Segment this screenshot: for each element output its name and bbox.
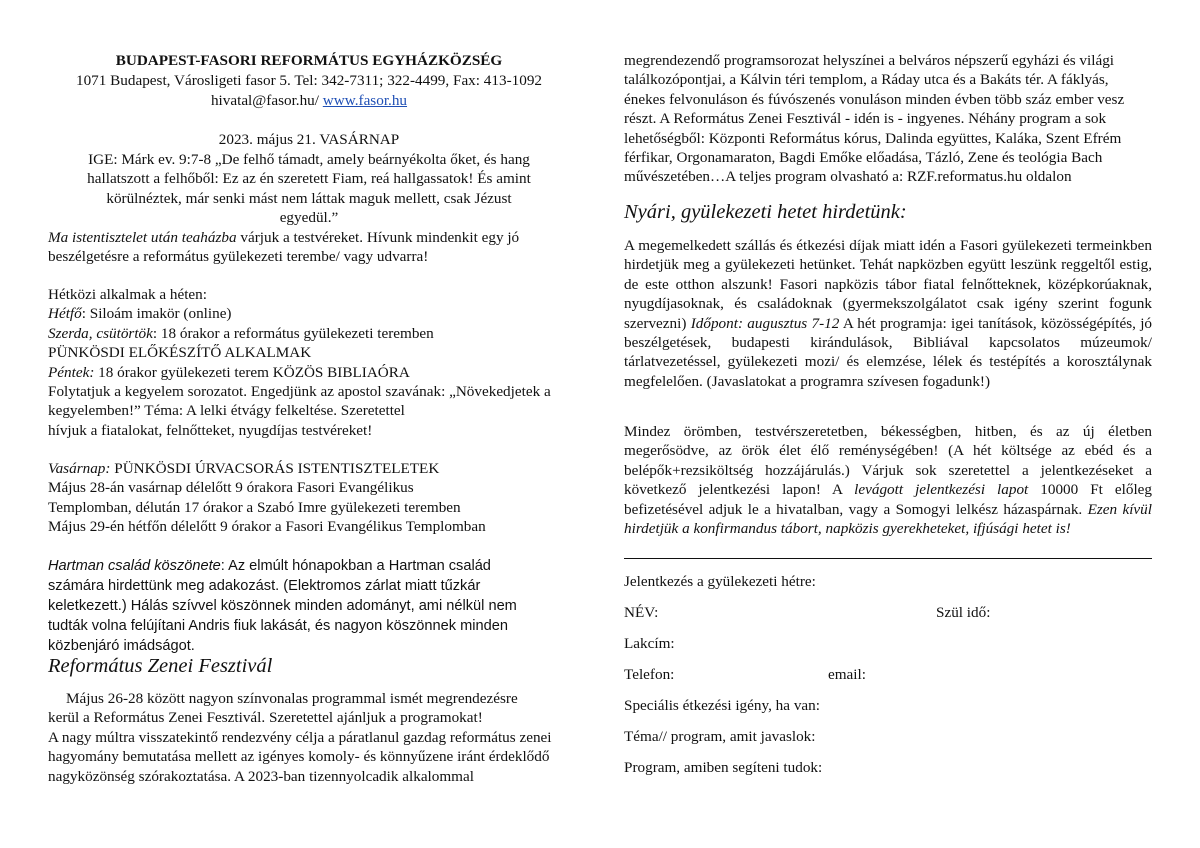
hartman-line-5: közbenjáró imádságot. (48, 638, 195, 654)
form-birth-label: Szül idő: (936, 604, 991, 621)
form-diet-label: Speciális étkezési igény, ha van: (624, 697, 820, 714)
pentecost-prep: PÜNKÖSDI ELŐKÉSZÍTŐ ALKALMAK (48, 344, 312, 362)
hartman-thanks (48, 556, 570, 656)
summer-p2-italic: levágott jelentkezési lapot (854, 481, 1029, 499)
form-title: Jelentkezés a gyülekezeti hétre: (624, 573, 816, 590)
grace-line-1: Folytatjuk a kegyelem sorozatot. Engedjünk az apostol szavának: „Növekedjetek a (48, 383, 551, 401)
tea-italic: Ma istentisztelet után teaházba (48, 229, 237, 246)
sunday-services (48, 459, 570, 537)
summer-p2-italic-2: Ezen kívül hirdetjük a konfirmandus tábort, napközis gyerekheteket, ifjúsági hetet is! (624, 500, 1152, 538)
summer-p2-a: Mindez örömben, testvérszeretetben, békességben, hitben, és az új életben megerősödve, az örök élet élő reménységében! (A hét költsége az ebéd és a belépők+rezsiköltség hozzájárulás.) Várjuk sok szeretettel a jelentkezéseket a következő jelentkezési lapon! A (624, 423, 1152, 499)
summer-date: Időpont: augusztus 7-12 (690, 314, 840, 332)
festival-cont-6: férfikar, Orgonamaraton, Bagdi Emőke előadása, Tázló, Zene és teológia Bach (624, 149, 1103, 167)
tea-announcement (48, 228, 570, 267)
form-topic-label: Téma// program, amit javaslok: (624, 728, 816, 745)
monday-text: : Siloám imakör (online) (81, 305, 232, 323)
wedthu-label: Szerda, csütörtök (48, 324, 153, 342)
form-name-label: NÉV: (624, 604, 659, 621)
festival-line-5: nagyközönség szórakoztatása. A 2023-ban tizennyolcadik alkalommal (48, 767, 474, 785)
festival-cont-4: részt. A Református Zenei Fesztivál - idén is - ingyenes. Néhány program a sok (624, 110, 1107, 128)
wedthu-text: : 18 órakor a református gyülekezeti teremben (152, 324, 434, 342)
hartman-line-3: keletkezett.) Hálás szívvel köszönnek minden adományt, ami nélkül nem (48, 598, 517, 614)
summer-paragraph-2 (624, 422, 1152, 538)
summer-paragraph-1 (624, 236, 1152, 391)
summer-p2-b: 10000 Ft előleg befizetésével adjuk le a hivatalban, vagy a Somogyi lelkész házaspárnak. (624, 481, 1152, 518)
org-email: hivatal@fasor.hu/ (210, 92, 323, 109)
summer-p1-after: A hét programja: igei tanítások, közösségépítés, jó beszélgetések, budapesti kirándulások, Bibliával kapcsolatos múzeumok/ tárlatvezetéssel, gyülekezeti mozi/ és elemzése, lélek és testépítés a korosztálynak megfelelően. (Javaslatokat a programra szívesen fogadunk!) (624, 314, 1153, 390)
sunday-line-3: Május 29-én hétfőn délelőtt 9 órakor a Fasori Evangélikus Templomban (48, 518, 486, 536)
grace-line-2: kegyelemben!” Téma: A lelki étvágy felkeltése. Szeretettel (48, 402, 405, 420)
festival-text (48, 689, 570, 786)
weekly-wedthu (48, 324, 570, 343)
grace-line-3: hívjuk a fiatalokat, felnőtteket, nyugdíjas testvéreket! (48, 421, 373, 439)
sunday-title-text: PÜNKÖSDI ÚRVACSORÁS ISTENTISZTELETEK (110, 460, 440, 477)
sunday-label: Vasárnap: (48, 460, 111, 477)
org-address: 1071 Budapest, Városligeti fasor 5. Tel: 342-7311; 322-4499, Fax: 413-1092 (75, 72, 543, 89)
friday-label: Péntek: (48, 363, 95, 381)
weekly-events (48, 285, 570, 440)
festival-line-2: kerül a Református Zenei Fesztivál. Szeretettel ajánljuk a programokat! (48, 709, 483, 727)
weekly-monday (48, 304, 570, 323)
summer-p1-text: A megemelkedett szállás és étkezési díjak miatt idén a Fasori gyülekezeti termeinkben hirdetjük meg a gyülekezeti hetünket. Tehát napközben együtt leszünk reggeltől estig, de este otthon alszunk! Fasori napközis tábor fiatal felnőtteknek, középkorúaknak, nyugdíjasoknak, és családoknak (gyermekszolgálatot csak igény szerint fogunk szervezni) (624, 237, 1152, 332)
hartman-line-1-text: : Az elmúlt hónapokban a Hartman család (220, 558, 491, 574)
form-help-label: Program, amiben segíteni tudok: (624, 759, 823, 776)
festival-cont-1: megrendezendő programsorozat helyszínei a belváros népszerű egyházi és világi (624, 52, 1115, 69)
hartman-line-4: tudták volna felújítani Andris fiuk lakását, és nagyon köszönnek minden (48, 618, 508, 634)
festival-heading: Református Zenei Fesztivál (48, 655, 273, 677)
festival-line-4: hagyomány bemutatása mellett az igényes komoly- és könnyűzene iránt érdeklődő (48, 748, 550, 766)
festival-cont-7: művészetében…A teljes program olvasható a: RZF.reformatus.hu oldalon (624, 168, 1072, 186)
scripture-text: IGE: Márk ev. 9:7-8 „De felhő támadt, amely beárnyékolta őket, és hang hallatszott a felhőből: Ez az én szeretett Fiam, reá hallgassatok! És amint körülnéztek, már senki mást nem láttak maguk mellett, csak Jézust egyedül.” (87, 151, 531, 227)
festival-continuation (624, 51, 1152, 187)
cut-line-divider (624, 558, 1152, 559)
festival-line-1: Május 26-28 között nagyon színvonalas programmal ismét megrendezésre (66, 690, 518, 707)
hartman-label: Hartman család köszönete (48, 558, 221, 574)
form-address-label: Lakcím: (624, 635, 675, 652)
org-contact (48, 91, 570, 110)
festival-cont-2: találkozópontjai, a Kálvin téri templom, a Ráday utca és a Bakáts tér. A fáklyás, (624, 71, 1109, 89)
weekly-title: Hétközi alkalmak a héten: (48, 286, 207, 303)
tea-rest: várjuk a testvéreket. Hívunk mindenkit egy jó beszélgetésre a református gyülekezeti terembe/ vagy udvarra! (48, 229, 520, 266)
form-email-label: email: (828, 666, 866, 683)
service-date: 2023. május 21. VASÁRNAP (218, 131, 400, 148)
friday-text: 18 órakor gyülekezeti terem KÖZÖS BIBLIAÓRA (94, 363, 410, 381)
festival-cont-5: lehetőségből: Központi Református kórus, Dalinda együttes, Kaláka, Szent Efrém (624, 129, 1122, 147)
org-name: BUDAPEST-FASORI REFORMÁTUS EGYHÁZKÖZSÉG (115, 52, 503, 69)
sunday-line-1: Május 28-án vasárnap délelőtt 9 órakora Fasori Evangélikus (48, 479, 414, 497)
hartman-line-2: számára hirdettünk meg adakozást. (Elektromos zárlat miatt tűzkár (48, 578, 481, 594)
hartman-line-1 (48, 556, 570, 576)
weekly-friday (48, 363, 570, 382)
festival-line-3: A nagy múltra visszatekintő rendezvény célja a páratlanul gazdag református zenei (48, 728, 552, 746)
monday-label: Hétfő (48, 305, 82, 323)
form-phone-label: Telefon: (624, 666, 675, 683)
org-website-link[interactable]: www.fasor.hu (322, 92, 408, 109)
festival-cont-3: énekes felvonuláson és fúvószenés vonuláson minden évben több száz ember vesz (624, 90, 1125, 108)
sunday-line-2: Templomban, délután 17 órakor a Szabó Imre gyülekezeti teremben (48, 498, 461, 516)
summer-heading: Nyári, gyülekezeti hetet hirdetünk: (624, 201, 907, 223)
sunday-title (48, 459, 570, 478)
